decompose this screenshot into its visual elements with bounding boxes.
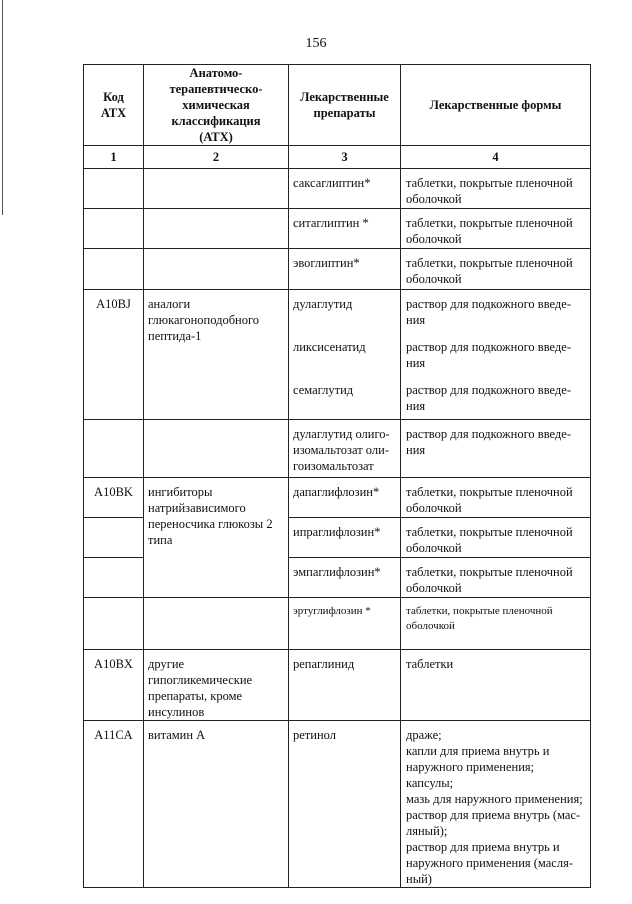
atx-code: A10BX bbox=[84, 650, 144, 721]
atx-code bbox=[84, 518, 144, 558]
drug-name: ипраглифлозин* bbox=[293, 525, 381, 539]
drug-name: эртуглифлозин * bbox=[293, 605, 371, 617]
atx-class: ингибиторы натрийзависимого переносчика глюкозы 2 типа bbox=[144, 478, 289, 598]
drug-form: раствор для подкожного введе- ния bbox=[406, 383, 571, 413]
header-drugs: Лекарственные препараты bbox=[289, 65, 401, 146]
atx-class bbox=[144, 598, 289, 650]
drug-name: репаглинид bbox=[293, 657, 355, 671]
drug-name: эмпаглифлозин* bbox=[293, 565, 381, 579]
atx-class bbox=[144, 249, 289, 290]
drug-form: таблетки, покрытые пленочной оболочкой bbox=[406, 525, 573, 555]
atx-code bbox=[84, 420, 144, 478]
drug-form: раствор для подкожного введе- ния bbox=[406, 297, 571, 327]
atx-class: витамин А bbox=[144, 721, 289, 888]
table-row bbox=[84, 420, 591, 478]
page-number: 156 bbox=[305, 36, 327, 51]
atx-class bbox=[144, 169, 289, 209]
drug-name: дулаглутид bbox=[293, 297, 353, 311]
table-header-row bbox=[84, 65, 591, 146]
drug-name: ретинол bbox=[293, 728, 336, 742]
atx-code: A10BK bbox=[84, 478, 144, 518]
column-number: 1 bbox=[84, 146, 144, 169]
drug-name: семаглутид bbox=[293, 383, 354, 397]
header-forms: Лекарственные формы bbox=[401, 65, 591, 146]
drug-form: таблетки, покрытые пленочной оболочкой bbox=[406, 176, 573, 206]
column-number: 3 bbox=[289, 146, 401, 169]
column-number: 2 bbox=[144, 146, 289, 169]
atx-class: другие гипогликемические препараты, кроме инсулинов bbox=[144, 650, 289, 721]
table-row bbox=[84, 290, 591, 420]
drug-form: таблетки, покрытые пленочной оболочкой bbox=[406, 565, 573, 595]
atx-code bbox=[84, 558, 144, 598]
drug-name: ситаглиптин * bbox=[293, 216, 369, 230]
drug-name: саксаглиптин* bbox=[293, 176, 371, 190]
atx-class bbox=[144, 420, 289, 478]
drug-name: ликсисенатид bbox=[293, 340, 366, 354]
table-row bbox=[84, 169, 591, 209]
drug-form: драже; капли для приема внутрь и наружного применения; капсулы; мазь для наружного применения; раствор для приема внутрь (мас- ляный); раствор для приема внутрь и наружного применения (масля- ный) bbox=[406, 728, 583, 886]
drug-form: таблетки, покрытые пленочной оболочкой bbox=[406, 256, 573, 286]
table-row bbox=[84, 478, 591, 518]
column-number-row bbox=[84, 146, 591, 169]
table-row bbox=[84, 721, 591, 888]
atx-code bbox=[84, 598, 144, 650]
atx-code bbox=[84, 169, 144, 209]
table-row bbox=[84, 650, 591, 721]
drug-form: таблетки bbox=[406, 657, 454, 671]
atx-class bbox=[144, 209, 289, 249]
table-row bbox=[84, 249, 591, 290]
table-row bbox=[84, 209, 591, 249]
atx-code: A10BJ bbox=[84, 290, 144, 420]
atx-code: A11CA bbox=[84, 721, 144, 888]
drug-form: раствор для подкожного введе- ния bbox=[406, 427, 571, 457]
drug-form: таблетки, покрытые пленочной оболочкой bbox=[406, 485, 573, 515]
atx-code bbox=[84, 249, 144, 290]
drug-form: таблетки, покрытые пленочной оболочкой bbox=[406, 605, 553, 632]
left-margin-rule bbox=[2, 0, 3, 215]
atx-class: аналоги глюкагоноподобного пептида-1 bbox=[144, 290, 289, 420]
header-classification: Анатомо-терапевтическо- химическая классификация (АТХ) bbox=[144, 65, 289, 146]
drug-name: дулаглутид олиго- изомальтозат оли- гоизомальтозат bbox=[293, 427, 390, 473]
drug-form: таблетки, покрытые пленочной оболочкой bbox=[406, 216, 573, 246]
drug-form: раствор для подкожного введе- ния bbox=[406, 340, 571, 370]
header-code: Код АТХ bbox=[84, 65, 144, 146]
atx-code bbox=[84, 209, 144, 249]
atx-table bbox=[83, 64, 591, 888]
drug-name: эвоглиптин* bbox=[293, 256, 360, 270]
table-row bbox=[84, 598, 591, 650]
drug-name: дапаглифлозин* bbox=[293, 485, 380, 499]
column-number: 4 bbox=[401, 146, 591, 169]
